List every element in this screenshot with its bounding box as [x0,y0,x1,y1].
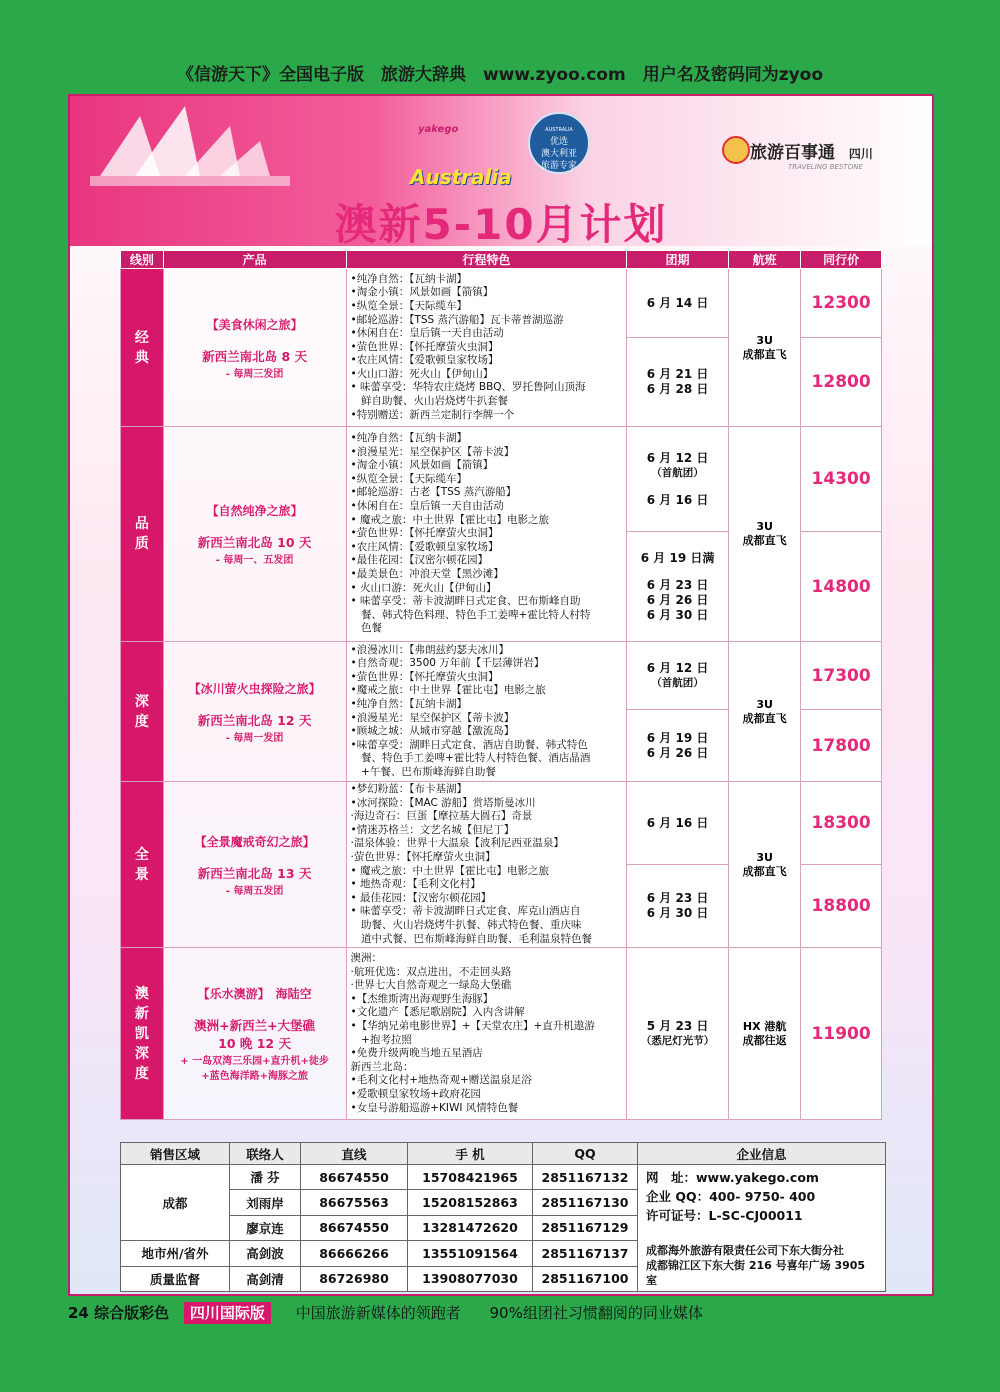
flight-line: 成都往返 [742,1033,787,1047]
product-name: 【自然纯净之旅】 [206,504,303,518]
feature-line: •最美景色：冲浪天堂【黑沙滩】 [350,567,504,580]
corp-address: 成都锦江区下东大街 216 号喜年广场 3905 室 [646,1259,866,1287]
feature-line: •纵览全景：【天际缆车】 [350,299,467,312]
contact-tel: 86675563 [301,1190,408,1215]
feature-line: •浪漫冰川：【弗朗兹约瑟夫冰川】 [350,643,509,656]
product-cell [163,269,346,427]
seal-line: 优选 [549,137,568,147]
price-cell: 12800 [801,338,882,427]
feature-line: •浪漫星光：星空保护区【蒂卡波】 [350,711,515,724]
line-label-text: 经典 [134,329,149,366]
bestone-logo-text: 旅游百事通 [750,143,835,163]
feature-line: 餐、特色手工姜啤+霍比特人村特色餐、酒店晶酒 [350,752,591,765]
feature-line: • 味蕾享受：华特农庄烧烤 BBQ、罗托鲁阿山顶海 [350,381,586,394]
feature-line: •纯净自然：【瓦纳卡湖】 [350,432,467,445]
departure-date: 6 月 23 日 [646,577,709,592]
table-row [121,782,882,865]
feature-line: •纯净自然：【瓦纳卡湖】 [350,697,467,710]
line-label [121,269,164,427]
bestone-logo-subtext: TRAVELING BESTONE [788,163,863,171]
feature-line: • 味蕾享受：蒂卡波湖畔日式定食、库克山酒店自 [350,905,581,918]
feature-line: •文化遗产【悉尼歌剧院】入内含讲解 [350,1006,525,1019]
price-cell: 14300 [801,427,882,532]
corp-website: 网 址：www.yakego.com [646,1170,819,1185]
product-desc: 新西兰南北岛 10 天 [197,535,312,550]
opera-house-icon [90,96,290,186]
feature-line: •魔戒之旅：中土世界【霍比屯】电影之旅 [350,684,546,697]
sichuan-logo-text: 四川 [848,147,873,161]
departure-dates [627,782,729,865]
feature-line: • 味蕾享受：蒂卡波湖畔日式定食、巴布斯峰自助 [350,595,581,608]
feature-line: 鲜自助餐、火山岩烧烤牛扒套餐 [350,395,509,408]
departure-dates [627,427,729,532]
feature-line: • 魔戒之旅：中土世界【霍比屯】电影之旅 [350,513,550,526]
feature-line: ·世界七大自然奇观之一绿岛大堡礁 [350,979,512,992]
bestone-logo [750,138,873,171]
column-header: 手 机 [408,1143,533,1165]
contact-name: 高剑清 [230,1266,301,1291]
feature-line: •浪漫星光：星空保护区【蒂卡波】 [350,445,515,458]
flight-cell [729,427,801,642]
line-label-text: 澳新凯深度 [134,985,149,1082]
line-label [121,642,164,782]
product-name: 【全景魔戒奇幻之旅】 [194,834,315,849]
feature-line: •农庄风情：【爱歌顿皇家牧场】 [350,354,499,367]
departure-date: （首航团） [651,466,704,479]
feature-line: 澳洲： [350,952,383,965]
feature-line: •纵览全景：【天际缆车】 [350,472,467,485]
feature-line: •淘金小镇：风景如画【箭镇】 [350,286,494,299]
feature-line: •情迷苏格兰：文艺名城【但尼丁】 [350,823,515,836]
departure-date: 6 月 23 日 [646,891,709,906]
flight-cell [729,782,801,948]
price-cell: 14800 [801,532,882,642]
header-bar: 《信游天下》全国电子版 旅游大辞典 www.zyoo.com 用户名及密码同为zyoo [176,65,824,85]
slogan: 中国旅游新媒体的领跑者 [295,1304,461,1322]
corp-license: 许可证号：L-SC-CJ00011 [646,1208,803,1223]
departure-date: 6 月 21 日 [646,367,709,381]
departure-date: 6 月 12 日 [646,450,709,465]
contact-mobile: 13908077030 [408,1266,533,1291]
contact-table [120,1142,886,1292]
departure-date: 6 月 28 日 [646,382,709,396]
corp-qq: 企业 QQ：400- 9750- 400 [646,1189,816,1204]
flight-line: 成都直飞 [742,534,787,547]
edition-badge: 四川国际版 [184,1302,271,1324]
feature-line: •萤色世界：【怀托摩萤火虫洞】 [350,527,499,540]
departure-dates [627,865,729,948]
feature-line: •【华纳兄弟电影世界】+【天堂农庄】+直升机遨游 [350,1020,595,1033]
flyer-page [68,94,934,1296]
flight-cell [729,948,801,1120]
line-label-text: 全景 [134,846,149,883]
table-header-row [121,251,882,269]
feature-line: +午餐、巴布斯峰海鲜自助餐 [350,765,496,778]
line-label [121,948,164,1120]
product-cell [163,427,346,642]
price-cell: 11900 [801,948,882,1120]
feature-line: •邮轮巡游：【TSS 蒸汽游船】瓦卡蒂普湖巡游 [350,313,564,326]
departure-date: 6 月 26 日 [646,592,709,607]
itinerary-features [346,269,627,427]
departure-date [627,566,728,578]
feature-line: •最佳花园：【汉密尔顿花园】 [350,554,488,567]
table-row [121,1165,886,1190]
product-name: 【美食休闲之旅】 [206,317,303,332]
flight-line: 3U [756,520,773,533]
feature-line: ·海边奇石：巨蛋【摩拉基大圆石】奇景 [350,810,533,823]
contact-qq: 2851167100 [533,1266,638,1291]
departure-date: （首航团） [651,676,704,689]
contact-qq: 2851167130 [533,1190,638,1215]
australia-expert-seal [528,112,590,174]
table-row [121,427,882,532]
table-row [121,642,882,710]
tour-plan-table [120,250,882,1120]
departure-date: （悉尼灯光节） [640,1034,715,1047]
corp-info [638,1165,886,1292]
product-desc: 新西兰南北岛 12 天 [197,712,312,728]
contact-name: 刘雨岸 [230,1190,301,1215]
feature-line: •邮轮巡游：古老【TSS 蒸汽游船】 [350,486,517,499]
contact-tel: 86726980 [301,1266,408,1291]
departure-date: 6 月 16 日 [646,815,709,830]
contact-header-row [121,1143,886,1165]
column-header: 线别 [121,251,164,269]
departure-date: 6 月 16 日 [646,492,709,507]
feature-line: •梦幻粉蓝：【布卡基湖】 [350,783,467,795]
contact-name: 潘 芬 [230,1165,301,1190]
contact-mobile: 15208152863 [408,1190,533,1215]
line-label [121,782,164,948]
feature-line: •味蕾享受：湖畔日式定食、酒店自助餐、韩式特色 [350,738,588,751]
feature-line: •休闲自在：皇后镇一天自由活动 [350,500,504,513]
departure-dates [627,642,729,710]
product-frequency: - 每周一、五发团 [215,555,294,566]
column-header: 航班 [729,251,801,269]
australia-logo-text: Australia [410,165,512,189]
itinerary-features [346,427,627,642]
column-header: 联络人 [230,1143,301,1165]
flight-line: 3U [756,697,773,711]
contact-qq: 2851167129 [533,1215,638,1240]
contact-qq: 2851167137 [533,1241,638,1266]
departure-dates [627,532,729,642]
flight-line: 3U [756,333,773,347]
contact-tel: 86666266 [301,1241,408,1266]
flight-cell [729,269,801,427]
yakego-logo-text: yakego [418,124,459,135]
feature-line: 新西兰北岛： [350,1060,414,1073]
feature-line: •【杰维斯湾出海观野生海豚】 [350,992,494,1005]
column-header: 销售区域 [121,1143,230,1165]
departure-date: 5 月 23 日 [646,1018,709,1033]
itinerary-features [346,948,627,1120]
price-cell: 12300 [801,269,882,338]
feature-line: 道中式餐、巴布斯峰海鲜自助餐、毛利温泉特色餐 [350,932,593,945]
feature-line: •毛利文化村+地热奇观+赠送温泉足浴 [350,1074,532,1087]
feature-line: •纯净自然：【瓦纳卡湖】 [350,272,467,285]
price-cell: 18300 [801,782,882,865]
departure-dates [627,948,729,1120]
feature-line: •冰河探险：【MAC 游船】赏塔斯曼冰川 [350,796,536,809]
seal-line: 澳大利亚 [540,149,577,159]
line-label-text: 品质 [134,516,149,552]
feature-line: •萤色世界：【怀托摩萤火虫洞】 [350,670,499,683]
product-name: 【冰川萤火虫探险之旅】 [188,681,321,696]
product-cell [163,642,346,782]
feature-line: •农庄风情：【爱歌顿皇家牧场】 [350,540,499,553]
column-header: 团期 [627,251,729,269]
departure-date: 6 月 26 日 [646,745,709,760]
contact-tel: 86674550 [301,1165,408,1190]
feature-line: • 最佳花园：【汉密尔顿花园】 [350,891,492,904]
line-label [121,427,164,642]
feature-line: •女皇号游船巡游+KIWI 风情特色餐 [350,1101,519,1114]
product-frequency: - 每周五发团 [225,885,284,897]
column-header: QQ [533,1143,638,1165]
contact-qq: 2851167132 [533,1165,638,1190]
price-cell: 18800 [801,865,882,948]
departure-date: 6 月 30 日 [646,906,709,921]
departure-date: 6 月 30 日 [646,607,709,622]
product-desc: 新西兰南北岛 8 天 [202,348,308,364]
itinerary-features [346,782,627,948]
departure-date [627,481,728,493]
flight-line: 成都直飞 [742,347,787,361]
line-label-text: 深度 [134,693,149,730]
footer-bar [68,1302,934,1326]
slogan: 90%组团社习惯翻阅的同业媒体 [489,1304,703,1322]
feature-line: • 地热奇观：【毛利文化村】 [350,878,481,891]
column-header: 同行价 [801,251,882,269]
feature-line: •火山口游：死火山【伊甸山】 [350,367,494,380]
product-cell [163,948,346,1120]
contact-mobile: 13281472620 [408,1215,533,1240]
yakego-australia-logo [410,124,510,189]
feature-line: •特别赠送：新西兰定制行李牌一个 [350,408,515,421]
feature-line: ·温泉体验：世界十大温泉【波利尼西亚温泉】 [350,837,564,850]
product-desc: 新西兰南北岛 13 天 [197,865,312,881]
table-row [121,269,882,338]
contact-tel: 86674550 [301,1215,408,1240]
flight-line: 3U [756,850,773,864]
region-cell: 成都 [121,1165,230,1241]
product-cell [163,782,346,948]
mascot-icon [722,136,750,164]
flight-line: 成都直飞 [742,864,787,878]
price-cell: 17800 [801,710,882,782]
product-desc: 澳洲+新西兰+大堡礁 10 晚 12 天 [194,1018,316,1052]
departure-dates [627,338,729,427]
departure-date: 6 月 19 日 [646,730,709,745]
flight-line: 成都直飞 [742,711,787,725]
feature-line: •免费升级两晚当地五星酒店 [350,1047,483,1060]
price-cell: 17300 [801,642,882,710]
feature-line: •顾城之城：从城市穿越【激流岛】 [350,725,515,738]
flight-line: HX 港航 [742,1019,787,1033]
departure-dates [627,710,729,782]
contact-mobile: 13551091564 [408,1241,533,1266]
feature-line: • 魔戒之旅：中土世界【霍比屯】电影之旅 [350,864,550,877]
column-header: 直线 [301,1143,408,1165]
column-header: 行程特色 [346,251,627,269]
contact-mobile: 15708421965 [408,1165,533,1190]
product-name: 【乐水澳游】 海陆空 [197,987,312,1002]
feature-line: ·萤色世界：【怀托摩萤火虫洞】 [350,850,496,863]
contact-name: 高剑波 [230,1241,301,1266]
product-frequency: - 每周三发团 [225,368,284,380]
departure-date: 6 月 12 日 [646,660,709,675]
feature-line: •休闲自在：皇后镇一天自由活动 [350,327,504,340]
region-cell: 地市州/省外 [121,1241,230,1266]
feature-line: •萤色世界：【怀托摩萤火虫洞】 [350,340,499,353]
region-cell: 质量监督 [121,1266,230,1291]
departure-date: 6 月 19 日满 [640,550,715,565]
feature-line: 餐、韩式特色料理、特色手工姜啤+霍比特人村特 [350,608,591,621]
feature-line: •爱歌顿皇家牧场+政府花园 [350,1088,482,1100]
table-row [121,948,882,1120]
feature-line: • 火山口游：死火山【伊甸山】 [350,581,497,594]
corp-name: 成都海外旅游有限责任公司下东大街分社 [646,1244,844,1257]
feature-line: 色餐 [350,622,383,635]
column-header: 企业信息 [638,1143,886,1165]
feature-line: ·航班优选：双点进出，不走回头路 [350,965,512,978]
page-title: 澳新5-10月计划 [334,200,668,249]
contact-name: 廖京连 [230,1215,301,1240]
feature-line: •淘金小镇：风景如画【箭镇】 [350,459,494,472]
feature-line: •自然奇观：3500 万年前【千层薄饼岩】 [350,657,545,670]
seal-line: AUSTRALIA [545,127,573,133]
feature-line: +抱考拉照 [350,1033,412,1046]
column-header: 产品 [163,251,346,269]
departure-dates [627,269,729,338]
page-number: 24 综合版彩色 [68,1304,170,1322]
product-frequency: + 一岛双湾三乐园+直升机+徒步 +蓝色海洋路+海豚之旅 [180,1056,329,1083]
product-frequency: - 每周一发团 [225,732,284,744]
departure-date: 6 月 14 日 [646,295,709,310]
itinerary-features [346,642,627,782]
seal-line: 旅游专家 [540,161,577,171]
flight-cell [729,642,801,782]
feature-line: 助餐、火山岩烧烤牛扒餐、韩式特色餐、重庆味 [350,918,582,931]
